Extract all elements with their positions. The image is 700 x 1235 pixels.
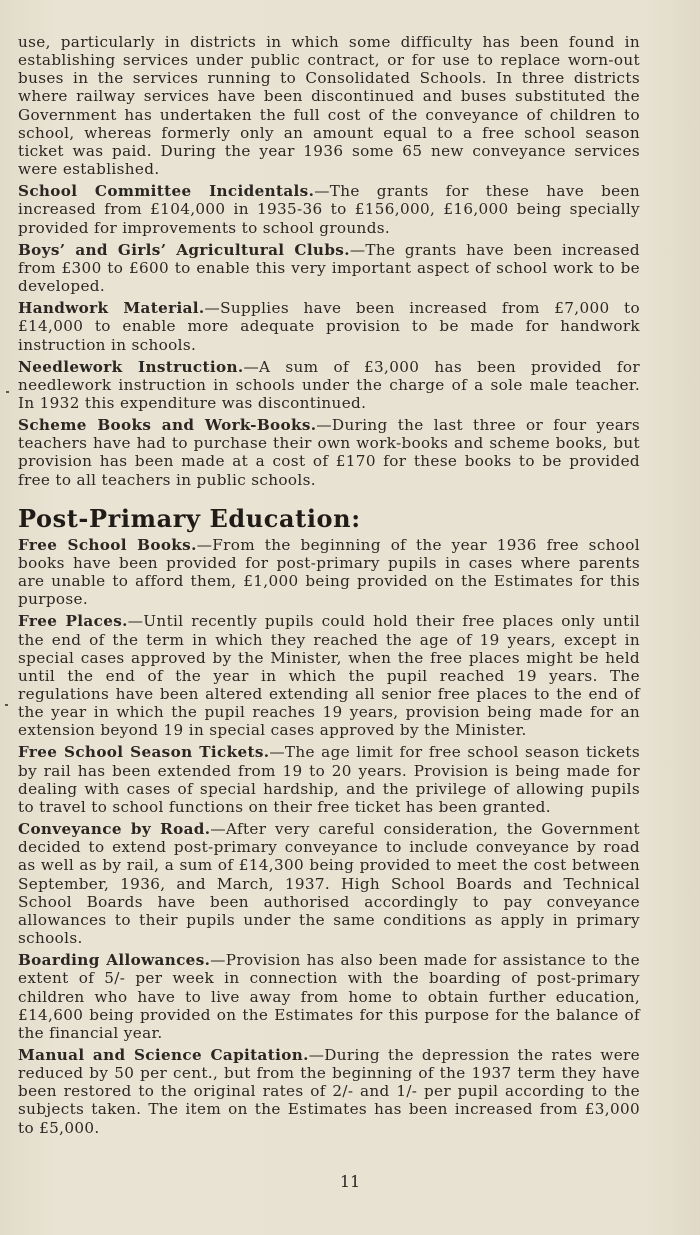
item-needlework-instruction: [18, 358, 640, 412]
item-title: School Committee Incidentals.: [18, 182, 315, 201]
item-text: —Provision has also been made for assistance to the extent of 5/- per week in connection with the boarding of post-primary children who have to live away from home to obtain further education, £14,600 being provided on the Estimates for this purpose for the balance of the financial year.: [18, 951, 640, 1042]
item-title: Free School Season Tickets.: [18, 743, 270, 762]
item-title: Scheme Books and Work-Books.: [18, 416, 317, 435]
item-title: Needlework Instruction.: [18, 357, 244, 376]
section-heading-post-primary: Post-Primary Education:: [18, 503, 361, 533]
item-manual-science-capitation: [18, 1046, 640, 1137]
item-scheme-books: [18, 416, 640, 489]
item-conveyance-by-road: [18, 820, 640, 947]
item-title: Manual and Science Capitation.: [18, 1045, 309, 1064]
item-season-tickets: [18, 743, 640, 816]
item-title: Boys’ and Girls’ Agricultural Clubs.: [18, 240, 350, 259]
item-free-places: [18, 612, 640, 739]
item-text: —During the last three or four years teachers have had to purchase their own work-books and scheme books, but provision has been made at a cost of £170 for these books to be provided free to all teachers in public schools.: [18, 416, 640, 489]
item-title: Conveyance by Road.: [18, 820, 211, 839]
item-text: —After very careful consideration, the Government decided to extend post-primary conveyance to include conveyance by road as well as by rail, a sum of £14,300 being provided to meet the cost between September, 1936, and March, 1937. High School Boards and Technical School Boards have been authorised accordingly to pay conveyance allowances to their pupils under the same conditions as apply in primary schools.: [18, 820, 640, 948]
intro-paragraph: use, particularly in districts in which some difficulty has been found in establishing services under public contract, or for use to replace worn-out buses in the services running to Consolidated Schools. In three districts where railway services have been discontinued and buses substituted the Government has undertaken the full cost of the conveyance of children to school, whereas formerly only an amount equal to a free school season ticket was paid. During the year 1936 some 65 new conveyance services were established.: [18, 33, 640, 179]
page-content: [18, 33, 640, 1141]
item-free-school-books: [18, 536, 640, 609]
margin-speck: [6, 391, 9, 393]
item-text: —Until recently pupils could hold their free places only until the end of the term in which they reached the age of 19 years, except in special cases approved by the Minister, when the free places might be held until the end of the year in which the pupil reached 19 years. The regulations have been altered extending all senior free places to the end of the year in which the pupil reaches 19 years, provision being made for an extension beyond 19 in special cases approved by the Minister.: [18, 612, 641, 740]
item-text: —A sum of £3,000 has been provided for needlework instruction in schools under the charge of a sole male teacher. In 1932 this expenditure was discontinued.: [18, 357, 640, 412]
item-handwork-material: [18, 299, 640, 353]
item-title: Free School Books.: [18, 535, 197, 554]
item-text: —From the beginning of the year 1936 free school books have been provided for post-primary pupils in cases where parents are unable to afford them, £1,000 being provided on the Estimates for this purpose.: [18, 535, 640, 609]
margin-speck: [5, 704, 8, 706]
item-text: —The grants have been increased from £300 to £600 to enable this very important aspect of school work to be developed.: [18, 240, 640, 296]
item-text: —The age limit for free school season tickets by rail has been extended from 19 to 20 years. Provision is being made for dealing with cases of special hardship, and the privilege of allowing pupils to travel to school functions on their free ticket has been granted.: [18, 743, 640, 816]
item-text: —Supplies have been increased from £7,000 to £14,000 to enable more adequate provision to be made for handwork instruction in schools.: [18, 299, 640, 354]
item-title: Free Places.: [18, 612, 128, 631]
item-title: Handwork Material.: [18, 299, 205, 318]
item-title: Boarding Allowances.: [18, 951, 211, 970]
item-agricultural-clubs: [18, 241, 640, 295]
item-text: —During the depression the rates were reduced by 50 per cent., but from the beginning of the 1937 term they have been restored to the original rates of 2/- and 1/- per pupil according to the subjects taken. The item on the Estimates has been increased from £3,000 to £5,000.: [18, 1045, 640, 1137]
item-text: —The grants for these have been increased from £104,000 in 1935-36 to £156,000, £16,000 being specially provided for improvements to school grounds.: [18, 182, 640, 237]
item-school-committee-incidentals: [18, 182, 640, 236]
page-number: 11: [339, 1172, 361, 1191]
item-boarding-allowances: [18, 951, 640, 1042]
